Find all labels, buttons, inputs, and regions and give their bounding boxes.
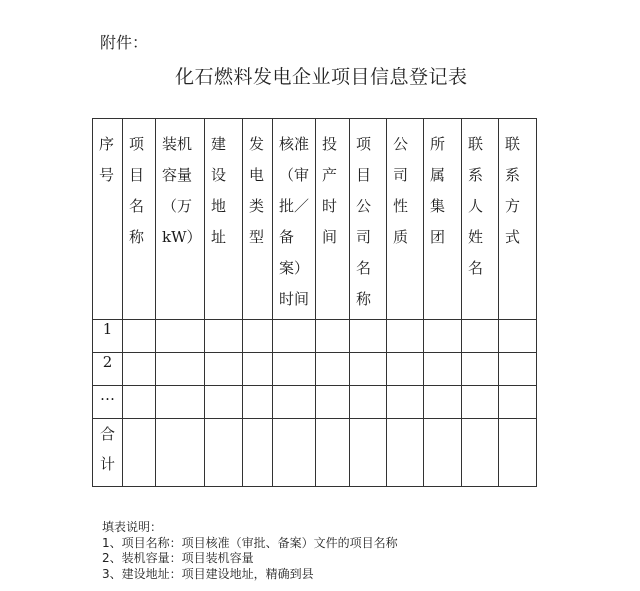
table-cell[interactable] — [273, 320, 316, 353]
column-header-label: 核准 （审 批／ 备 案） 时间 — [279, 135, 310, 308]
total-cell[interactable] — [205, 419, 243, 487]
column-header — [462, 119, 499, 320]
total-cell[interactable] — [243, 419, 273, 487]
column-header — [123, 119, 156, 320]
column-header — [499, 119, 537, 320]
column-header-label: 建 设 地 址 — [211, 135, 227, 246]
table-cell[interactable] — [205, 353, 243, 386]
table-cell[interactable] — [273, 353, 316, 386]
table-cell[interactable] — [243, 353, 273, 386]
table-cell[interactable] — [387, 386, 424, 419]
column-header-label: 项 目 公 司 名 称 — [356, 135, 372, 308]
table-row — [93, 353, 537, 386]
note-item: 3、建设地址：项目建设地址，精确到县 — [102, 566, 314, 581]
table-cell[interactable] — [350, 320, 387, 353]
table-cell[interactable] — [156, 353, 205, 386]
total-cell[interactable] — [424, 419, 462, 487]
header-row — [93, 119, 537, 320]
column-header-label: 联 系 人 姓 名 — [468, 135, 484, 277]
column-header — [387, 119, 424, 320]
column-header — [156, 119, 205, 320]
column-header-label: 所 属 集 团 — [430, 135, 446, 246]
total-cell[interactable] — [387, 419, 424, 487]
column-header — [243, 119, 273, 320]
total-cell[interactable] — [273, 419, 316, 487]
row-index: 1 — [93, 320, 123, 353]
table-cell[interactable] — [424, 353, 462, 386]
table-cell[interactable] — [316, 386, 350, 419]
table-cell[interactable] — [499, 386, 537, 419]
column-header — [205, 119, 243, 320]
table-cell[interactable] — [462, 320, 499, 353]
total-label: 合 计 — [93, 419, 123, 487]
column-header-label: 联 系 方 式 — [505, 135, 521, 246]
column-header-label: 发 电 类 型 — [249, 135, 265, 246]
table-cell[interactable] — [243, 320, 273, 353]
table-cell[interactable] — [123, 386, 156, 419]
table-cell[interactable] — [350, 353, 387, 386]
column-header-label: 投 产 时 间 — [322, 135, 338, 246]
total-cell[interactable] — [462, 419, 499, 487]
table-cell[interactable] — [243, 386, 273, 419]
total-cell[interactable] — [123, 419, 156, 487]
form-title: 化石燃料发电企业项目信息登记表 — [175, 66, 468, 88]
column-header — [424, 119, 462, 320]
total-cell[interactable] — [156, 419, 205, 487]
column-header — [93, 119, 123, 320]
table-cell[interactable] — [350, 386, 387, 419]
column-header-label: 序 号 — [99, 135, 115, 184]
table-row — [93, 320, 537, 353]
table-cell[interactable] — [205, 320, 243, 353]
table-cell[interactable] — [499, 353, 537, 386]
table-cell[interactable] — [156, 386, 205, 419]
table-cell[interactable] — [462, 386, 499, 419]
table-cell[interactable] — [462, 353, 499, 386]
table-cell[interactable] — [387, 353, 424, 386]
total-cell[interactable] — [499, 419, 537, 487]
row-index: 2 — [93, 353, 123, 386]
column-header-label: 公 司 性 质 — [393, 135, 409, 246]
table-cell[interactable] — [424, 386, 462, 419]
column-header — [350, 119, 387, 320]
column-header — [316, 119, 350, 320]
column-header-label: 装机 容量 （万 kW） — [162, 135, 202, 246]
table-row — [93, 386, 537, 419]
filling-instructions — [102, 520, 398, 582]
total-row — [93, 419, 537, 487]
total-cell[interactable] — [350, 419, 387, 487]
row-index: … — [93, 386, 123, 419]
registration-table — [92, 118, 537, 487]
table-cell[interactable] — [123, 353, 156, 386]
table-cell[interactable] — [156, 320, 205, 353]
table-cell[interactable] — [205, 386, 243, 419]
notes-heading: 填表说明： — [102, 520, 163, 534]
column-header-label: 项 目 名 称 — [129, 135, 145, 246]
table-cell[interactable] — [316, 320, 350, 353]
note-item: 2、装机容量：项目装机容量 — [102, 551, 254, 565]
table-cell[interactable] — [387, 320, 424, 353]
note-item: 1、项目名称：项目核准（审批、备案）文件的项目名称 — [102, 535, 398, 550]
table-cell[interactable] — [499, 320, 537, 353]
column-header — [273, 119, 316, 320]
table-cell[interactable] — [424, 320, 462, 353]
table-cell[interactable] — [123, 320, 156, 353]
table-cell[interactable] — [316, 353, 350, 386]
total-cell[interactable] — [316, 419, 350, 487]
attachment-label: 附件： — [100, 33, 149, 52]
table-cell[interactable] — [273, 386, 316, 419]
